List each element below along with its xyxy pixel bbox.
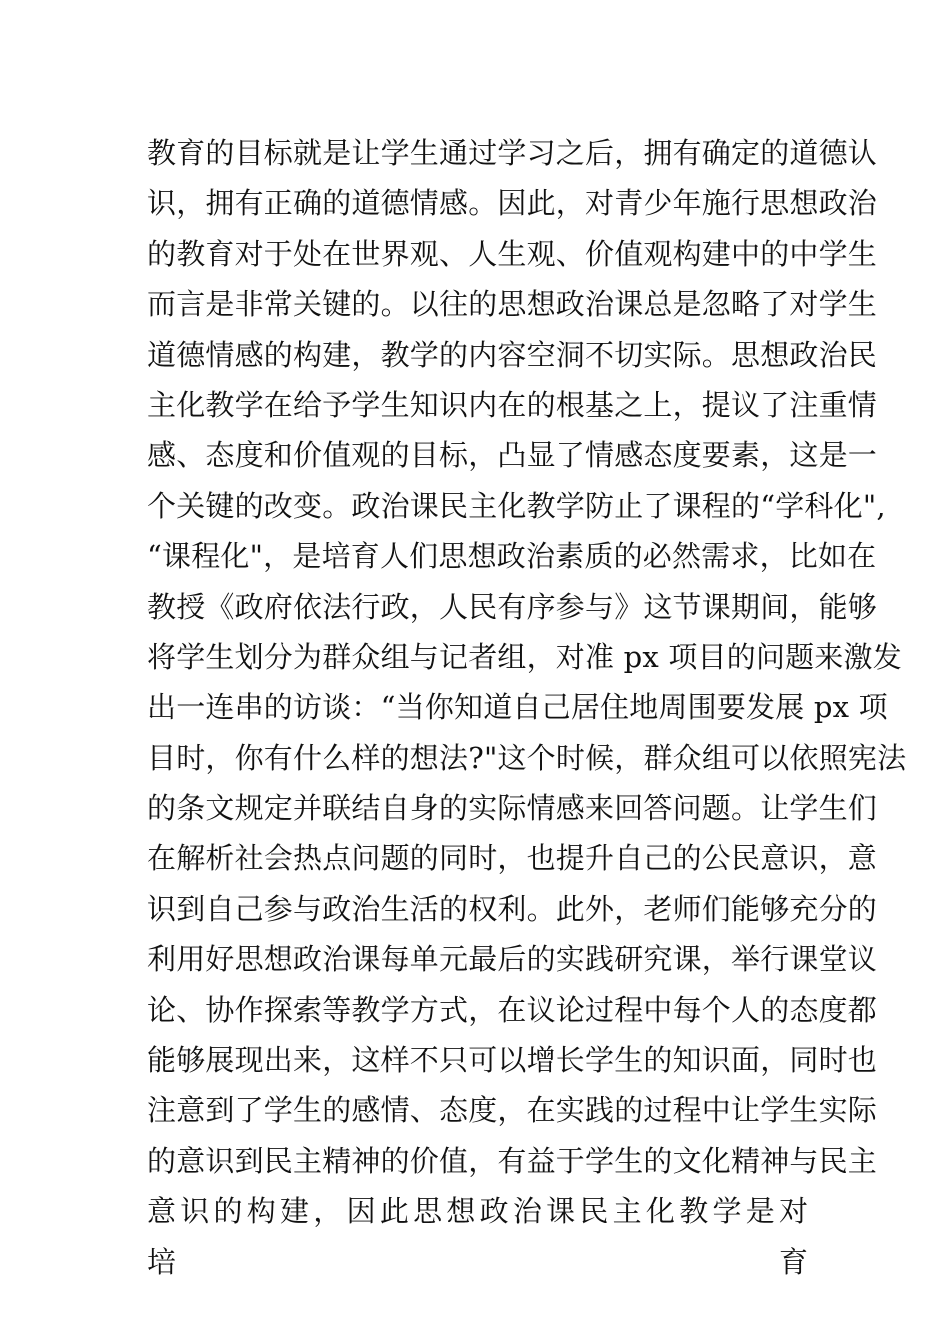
text-line-8: 个关键的改变。政治课民主化教学防止了课程的“学科化",	[147, 488, 886, 523]
text-line-17: 利用好思想政治课每单元最后的实践研究课，举行课堂议	[147, 942, 878, 977]
text-line-3: 的教育对于处在世界观、人生观、价值观构建中的中学生	[147, 236, 878, 271]
text-line-20: 注意到了学生的感情、态度，在实践的过程中让学生实际	[147, 1093, 878, 1128]
text-line-19: 能够展现出来，这样不只可以增长学生的知识面，同时也	[147, 1043, 878, 1078]
body-paragraph	[147, 128, 907, 1279]
text-line-9: “课程化"，是培育人们思想政治素质的必然需求，比如在	[147, 539, 877, 574]
text-line-4: 而言是非常关键的。以往的思想政治课总是忽略了对学生	[147, 287, 878, 322]
text-line-13: 目时，你有什么样的想法?"这个时候，群众组可以依照宪法	[147, 740, 907, 775]
text-line-21: 的意识到民主精神的价值，有益于学生的文化精神与民主	[147, 1143, 878, 1178]
text-line-18: 论、协作探索等教学方式，在议论过程中每个人的态度都	[147, 992, 878, 1027]
text-line-16: 识到自己参与政治生活的权利。此外，老师们能够充分的	[147, 891, 878, 926]
text-line-15: 在解析社会热点问题的同时，也提升自己的公民意识，意	[147, 841, 878, 876]
text-line-6: 主化教学在给予学生知识内在的根基之上，提议了注重情	[147, 387, 878, 422]
text-line-12: 出一连串的访谈：“当你知道自己居住地周围要发展 px 项	[147, 690, 888, 725]
text-line-1: 教育的目标就是让学生通过学习之后，拥有确定的道德认	[147, 136, 878, 170]
text-line-7: 感、态度和价值观的目标，凸显了情感态度要素，这是一	[147, 438, 878, 473]
text-line-2: 识，拥有正确的道德情感。因此，对青少年施行思想政治	[147, 186, 878, 221]
text-line-11: 将学生划分为群众组与记者组，对准 px 项目的问题来激发	[147, 639, 902, 674]
text-line-5: 道德情感的构建，教学的内容空洞不切实际。思想政治民	[147, 337, 878, 372]
text-line-14: 的条文规定并联结自身的实际情感来回答问题。让学生们	[147, 791, 878, 826]
text-line-10: 教授《政府依法行政，人民有序参与》这节课期间，能够	[147, 589, 878, 624]
text-line-22: 意识的构建，因此思想政治课民主化教学是对培育	[147, 1194, 812, 1279]
